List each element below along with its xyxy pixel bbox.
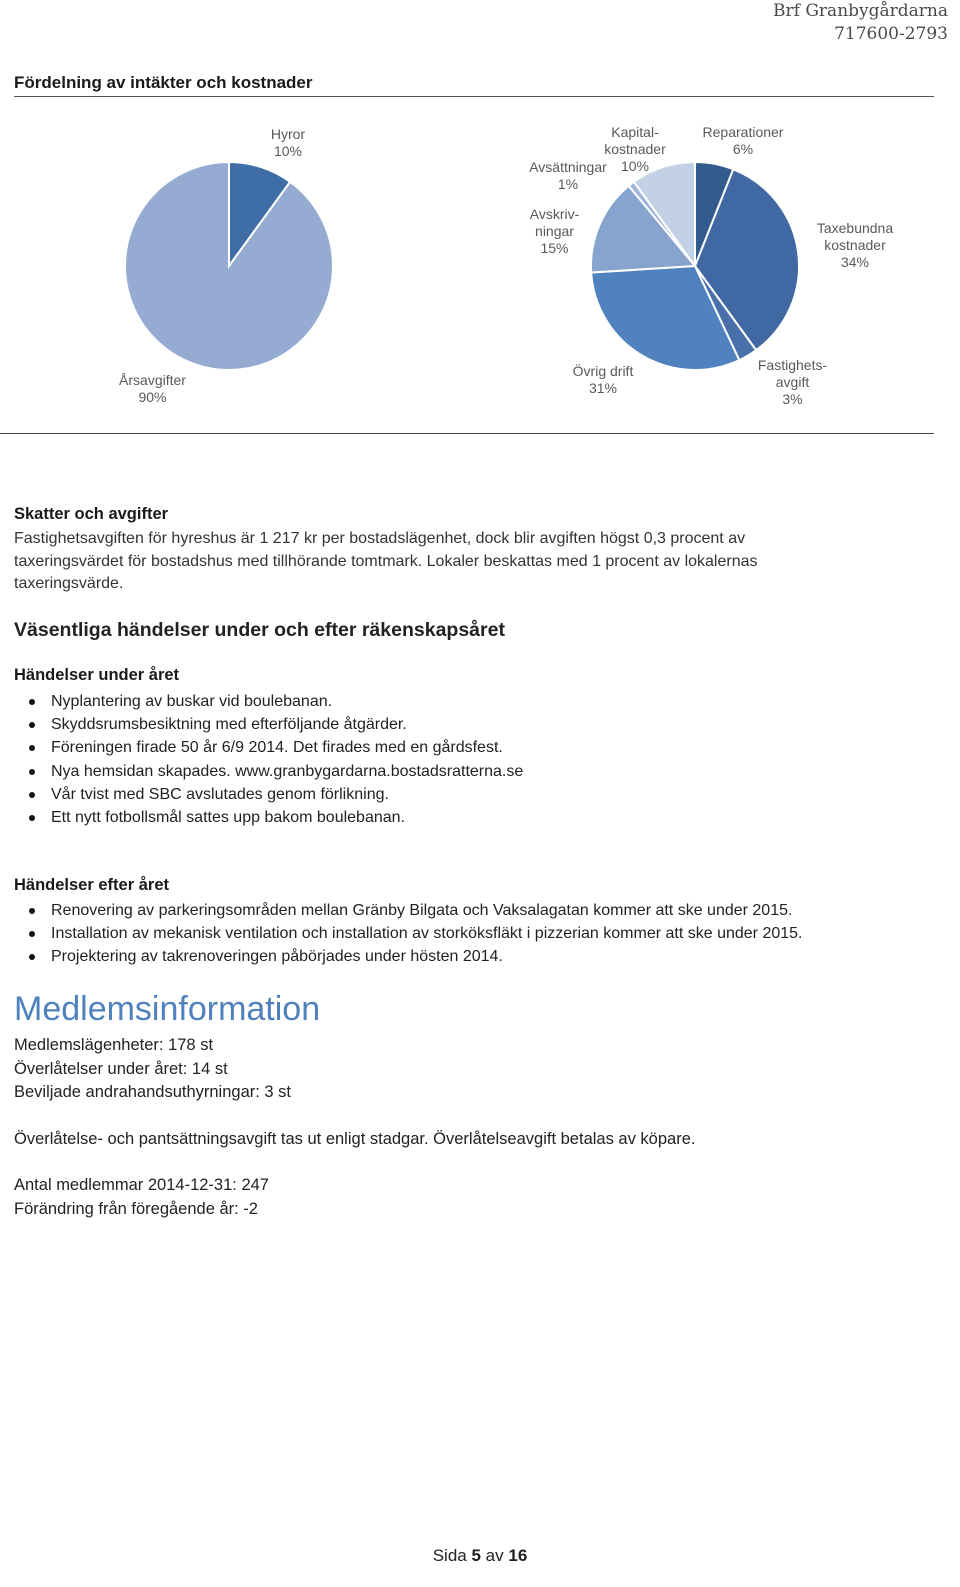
after-year-heading: Händelser efter året bbox=[14, 876, 169, 894]
member-change-line: Förändring från föregående år: -2 bbox=[14, 1199, 258, 1218]
list-item: Nya hemsidan skapades. www.granbygardarna.bostadsratterna.se bbox=[14, 760, 523, 783]
bullet-icon bbox=[29, 954, 35, 960]
during-year-list bbox=[14, 690, 523, 829]
member-count-line: Antal medlemmar 2014-12-31: 247 bbox=[14, 1176, 269, 1194]
pie-label-arsavgifter: Årsavgifter 90% bbox=[119, 372, 186, 405]
cost-pie-chart bbox=[591, 162, 799, 370]
list-item: Nyplantering av buskar vid boulebanan. bbox=[14, 690, 523, 713]
page-total: 16 bbox=[508, 1546, 528, 1565]
pie-label-taxebundna: Taxebundna kostnader 34% bbox=[816, 220, 894, 270]
bullet-icon bbox=[29, 745, 35, 751]
pie-label-ovrig-drift: Övrig drift 31% bbox=[572, 363, 634, 396]
bullet-icon bbox=[29, 722, 35, 728]
after-year-list bbox=[14, 899, 802, 969]
bullet-icon bbox=[29, 792, 35, 798]
members-title: Medlemsinformation bbox=[14, 990, 321, 1028]
list-item: Renovering av parkeringsområden mellan Gränby Bilgata och Vaksalagatan kommer att ske under 2015. bbox=[14, 899, 802, 922]
taxes-line: taxeringsvärdet för bostadshus med tillhörande tomtmark. Lokaler beskattas med 1 procent av lokalernas bbox=[14, 552, 758, 570]
events-heading: Väsentliga händelser under och efter räkenskapsåret bbox=[14, 619, 505, 641]
bullet-icon bbox=[29, 931, 35, 937]
taxes-heading: Skatter och avgifter bbox=[14, 505, 169, 523]
stat-line: Överlåtelser under året: 14 st bbox=[14, 1059, 228, 1078]
list-item: Föreningen firade 50 år 6/9 2014. Det firades med en gårdsfest. bbox=[14, 736, 523, 759]
bullet-icon bbox=[29, 769, 35, 775]
taxes-line: Fastighetsavgiften för hyreshus är 1 217 kr per bostadslägenhet, dock blir avgiften högst 0,3 procent av bbox=[14, 530, 746, 547]
bullet-icon bbox=[29, 699, 35, 705]
bullet-icon bbox=[29, 908, 35, 914]
fees-note: Överlåtelse- och pantsättningsavgift tas ut enligt stadgar. Överlåtelseavgift betalas av köpare. bbox=[14, 1130, 696, 1148]
chart-bottom-rule bbox=[0, 433, 934, 434]
org-name: Brf Granbygårdarna bbox=[773, 1, 948, 21]
pie-label-avskrivningar: Avskriv- ningar 15% bbox=[529, 206, 580, 256]
list-item: Ett nytt fotbollsmål sattes upp bakom boulebanan. bbox=[14, 806, 523, 829]
taxes-line: taxeringsvärde. bbox=[14, 575, 124, 593]
stat-line: Beviljade andrahandsuthyrningar: 3 st bbox=[14, 1083, 292, 1101]
footer-prefix: Sida bbox=[432, 1546, 467, 1565]
distribution-title: Fördelning av intäkter och kostnader bbox=[14, 73, 313, 92]
list-item: Projektering av takrenoveringen påbörjades under hösten 2014. bbox=[14, 945, 802, 968]
income-pie-chart bbox=[125, 162, 333, 370]
page-footer bbox=[0, 1546, 960, 1566]
pie-label-hyror: Hyror 10% bbox=[270, 126, 306, 159]
bullet-icon bbox=[29, 815, 35, 821]
members-stats bbox=[14, 1034, 291, 1105]
list-item: Skyddsrumsbesiktning med efterföljande åtgärder. bbox=[14, 713, 523, 736]
pie-label-kapitalkostnader: Kapital- kostnader 10% bbox=[604, 124, 666, 174]
income-pie-slice bbox=[125, 162, 333, 370]
taxes-paragraph bbox=[14, 528, 944, 596]
pie-label-avsattningar: Avsättningar 1% bbox=[529, 159, 607, 192]
org-number: 717600-2793 bbox=[834, 24, 948, 44]
list-item: Installation av mekanisk ventilation och installation av storköksfläkt i pizzerian kommer att ske under 2015. bbox=[14, 922, 802, 945]
list-item: Vår tvist med SBC avslutades genom förlikning. bbox=[14, 783, 523, 806]
page-number: 5 bbox=[471, 1546, 481, 1565]
member-count bbox=[14, 1174, 269, 1221]
pie-label-fastighetsavgift: Fastighets- avgift 3% bbox=[757, 357, 828, 407]
pie-label-reparationer: Reparationer 6% bbox=[702, 124, 784, 157]
during-year-heading: Händelser under året bbox=[14, 666, 180, 684]
stat-line: Medlemslägenheter: 178 st bbox=[14, 1036, 214, 1054]
footer-middle: av bbox=[485, 1546, 504, 1565]
